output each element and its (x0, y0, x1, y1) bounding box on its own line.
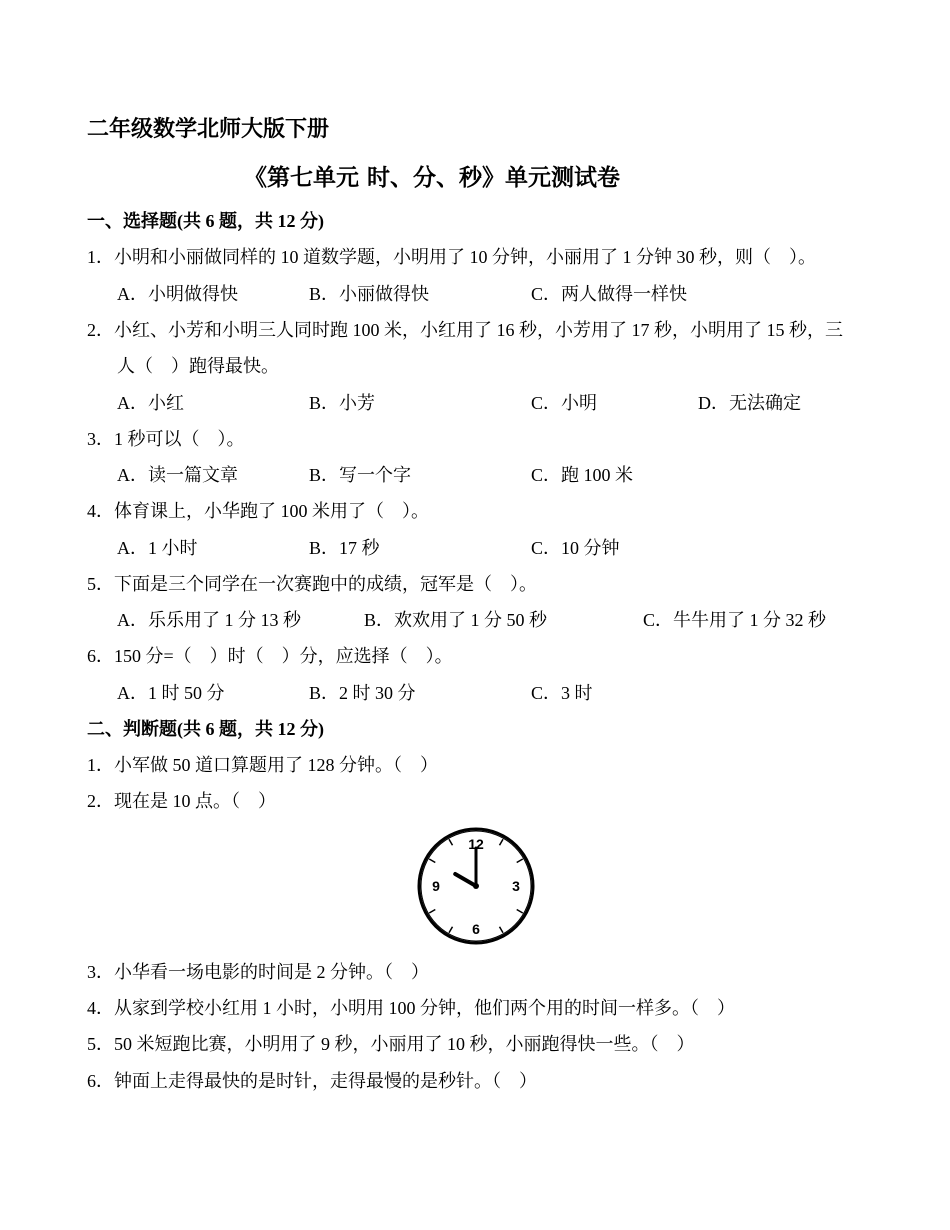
judgement-question: 4．从家到学校小红用 1 小时，小明用 100 分钟，他们两个用的时间一样多。（ ） (87, 998, 735, 1018)
option-c: C．3 时 (531, 683, 593, 703)
question-text: 6．150 分=（ ）时（ ）分，应选择（ ）。 (87, 646, 453, 666)
worksheet-subtitle: 二年级数学北师大版下册 (87, 117, 330, 142)
question-text-continued: 人（ ）跑得最快。 (117, 356, 279, 376)
clock-face-figure (414, 826, 539, 946)
option-b: B．小芳 (309, 393, 376, 413)
option-c: C．跑 100 米 (531, 465, 634, 485)
option-c: C．10 分钟 (531, 538, 620, 558)
question-text: 1．小明和小丽做同样的 10 道数学题，小明用了 10 分钟，小丽用了 1 分钟 30 秒，则（ ）。 (87, 247, 816, 267)
clock-numeral-12: 12 (468, 836, 484, 852)
judgement-question: 5．50 米短跑比赛，小明用了 9 秒，小丽用了 10 秒，小丽跑得快一些。（ ） (87, 1034, 695, 1054)
clock-tick (500, 839, 504, 845)
question-text: 4．体育课上，小华跑了 100 米用了（ ）。 (87, 501, 429, 521)
question-text: 3．1 秒可以（ ）。 (87, 429, 245, 449)
clock-numeral-6: 6 (472, 921, 480, 937)
section-heading-judgement: 二、判断题(共 6 题，共 12 分) (87, 719, 324, 739)
section-heading-choice: 一、选择题(共 6 题，共 12 分) (87, 211, 324, 231)
judgement-question: 3．小华看一场电影的时间是 2 分钟。（ ） (87, 962, 429, 982)
clock-tick (449, 839, 453, 845)
option-d: D．无法确定 (698, 393, 801, 413)
clock-tick (429, 859, 435, 863)
judgement-question: 1．小军做 50 道口算题用了 128 分钟。（ ） (87, 755, 438, 775)
clock-numeral-3: 3 (512, 878, 520, 894)
option-b: B．17 秒 (309, 538, 380, 558)
option-a: A．1 小时 (117, 538, 198, 558)
option-c: C．小明 (531, 393, 598, 413)
option-a: A．1 时 50 分 (117, 683, 225, 703)
worksheet-title: 《第七单元 时、分、秒》单元测试卷 (244, 165, 621, 191)
clock-tick (500, 927, 504, 933)
clock-tick (429, 910, 435, 914)
option-b: B．欢欢用了 1 分 50 秒 (364, 610, 548, 630)
clock-tick (449, 927, 453, 933)
option-a: A．乐乐用了 1 分 13 秒 (117, 610, 301, 630)
judgement-question: 2．现在是 10 点。（ ） (87, 791, 276, 811)
clock-numeral-9: 9 (432, 878, 440, 894)
judgement-question: 6．钟面上走得最快的是时针，走得最慢的是秒针。（ ） (87, 1071, 537, 1091)
clock-hour-hand (455, 874, 476, 886)
option-b: B．2 时 30 分 (309, 683, 416, 703)
question-text: 5．下面是三个同学在一次赛跑中的成绩，冠军是（ ）。 (87, 574, 537, 594)
clock-tick (517, 910, 523, 914)
option-c: C．两人做得一样快 (531, 284, 688, 304)
clock-center-pin (473, 883, 479, 889)
clock-tick (517, 859, 523, 863)
option-a: A．小红 (117, 393, 184, 413)
option-b: B．小丽做得快 (309, 284, 430, 304)
option-b: B．写一个字 (309, 465, 412, 485)
option-c: C．牛牛用了 1 分 32 秒 (643, 610, 827, 630)
option-a: A．读一篇文章 (117, 465, 238, 485)
question-text: 2．小红、小芳和小明三人同时跑 100 米，小红用了 16 秒，小芳用了 17 秒，小明用了 15 秒，三 (87, 320, 843, 340)
option-a: A．小明做得快 (117, 284, 238, 304)
